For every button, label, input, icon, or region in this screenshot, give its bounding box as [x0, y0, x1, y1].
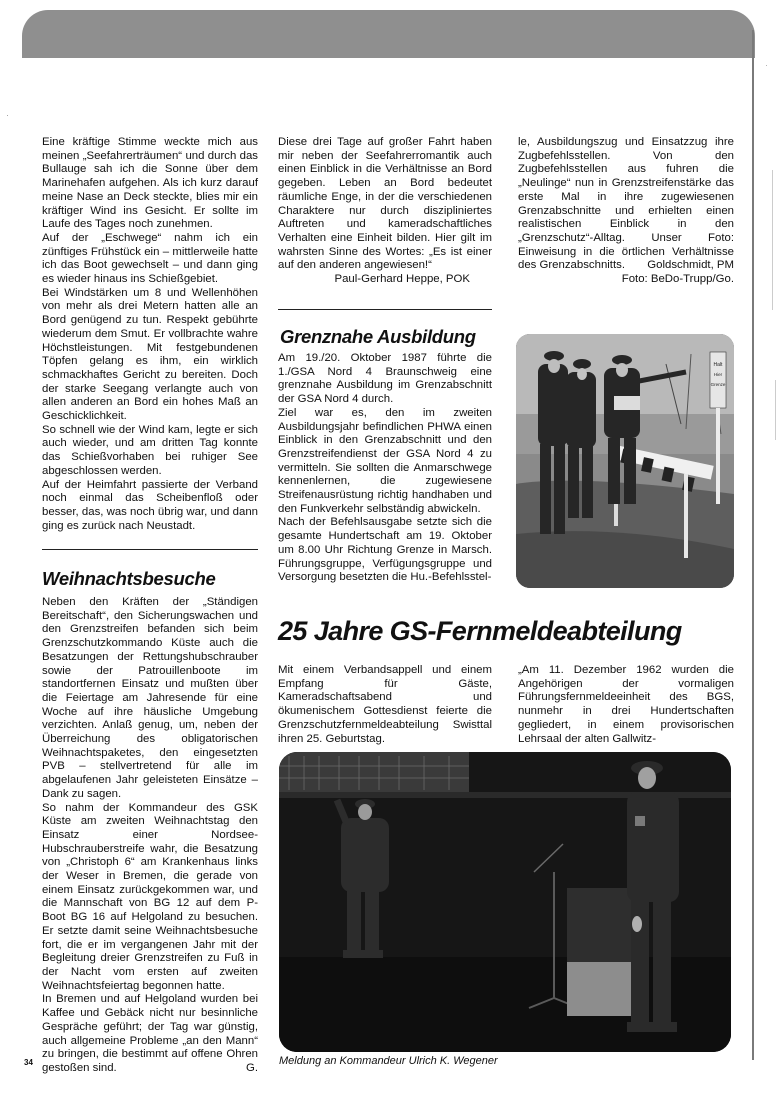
article-seefahrt-column1	[42, 136, 258, 533]
page-number: 34	[24, 1058, 33, 1067]
author-credit: Goldschmidt, PM	[647, 259, 734, 272]
paragraph: Auf der „Eschwege“ nahm ich ein zünftiges Frühstück ein – mittlerweile hatte ich das Boot gewechselt – und dann ging es wieder hinaus ins Schießgebiet.	[42, 231, 258, 286]
article-grenznahe-column3	[518, 136, 734, 287]
photo-credit: Foto: BeDo-Trupp/Go.	[621, 273, 734, 286]
signature: G.	[245, 1061, 258, 1074]
paragraph: Am 19./20. Oktober 1987 führte die 1./GSA Nord 4 Braunschweig eine grenznahe Ausbildung im Grenzabschnitt der GSA Nord 4 durch.	[278, 352, 492, 406]
author-line: Paul-Gerhard Heppe, POK	[334, 273, 470, 286]
paragraph: So nahm der Kommandeur des GSK Küste am zweiten Weihnachtstag den Einsatz einer Nordsee-Hubschrauberstreife wahr, die Besatzung von „Christoph 6“ am Krankenhaus links der Weser in Bremen, die gerade von einem Einsatz zurückgekommen war, und die Mannschaft von BG 12 auf dem P-Boot BG 16 auf Helgoland zu besuchen. Er setzte damit seine Weihnachtsbesuche fort, die er im vergangenen Jahr mit der Begleitung dreier Grenzstreifen zu Fuß in der Nacht vom ersten auf zweiten Weihnachtsfeiertag begonnen hatte.	[42, 801, 258, 992]
scan-edge-artifact	[772, 170, 773, 310]
paragraph: Mit einem Verbandsappell und einem Empfang für Gäste, Kameradschaftsabend und ökumenischem Gottesdienst feierte die Grenzschutzfernmeldeabteilung Swisttal ihren 25. Geburtstag.	[278, 664, 492, 745]
paragraph: Diese drei Tage auf großer Fahrt haben mir neben der Seefahrerromantik auch einen Einblick in die Verhältnisse an Bord gegeben. Leben an Bord bedeutet räumliche Enge, in der die verschiedenen Charaktere nur durch diszipliniertes Auftreten und kameradschaftliches Verhalten eine Einheit bilden. Hier gilt im wahrsten Sinne des Wortes: „Es ist einer auf den anderen angewiesen!“	[278, 136, 492, 272]
paragraph-text: In Bremen und auf Helgoland wurden bei Kaffee und Gebäck nicht nur besinnliche Gespräche geführt; der Tag war günstig, auch allgemeine Probleme „an den Mann“ zu bringen, die bestimmt auf offene Ohren gestoßen sind.	[42, 993, 258, 1074]
photo-border-patrol	[516, 334, 734, 588]
paragraph: le, Ausbildungszug und Einsatzzug ihre Zugbefehlsstellen. Von den Zugbefehlsstellen aus fuhren die „Neulinge“ nun in Grenzstreifenstärke das erste Mal in ihre zugewiesenen Grenzabschnitte und erhielten einen realistischen Einblick in den „Grenzschutz“-Alltag. Unser Foto: Einweisung in die örtlichen Verhältnisse des Grenzabschnitts.	[518, 136, 734, 272]
paragraph: Nach der Befehlsausgabe setzte sich die gesamte Hundertschaft am 19. Oktober um 8.00 Uhr Richtung Grenze in Marsch. Führungsgruppe, Verfügungsgruppe und Versorgung besetzten die Hu.-Befehlsstel-	[278, 516, 492, 584]
paragraph: Neben den Kräften der „Ständigen Bereitschaft“, den Sicherungswachen und den Grenzstreifen befanden sich beim Grenzschutzkommando Küste auch die Besatzungen der Rettungshubschrauber sowie der Patrouillenboote im standortfernen Einsatz und mußten über die Feiertage am Jahresende für eine Woche auf ihre häusliche Umgebung verzichten. Anlaß genug, um, neben der Überreichung des obligatorischen Weihnachtspaketes, den eingesetzten PVB – stellvertretend für alle im abgelaufenen Jahr geleisteten Einsätze – Dank zu sagen.	[42, 596, 258, 800]
sign-text: Grenze	[710, 382, 726, 387]
paragraph: Bei Windstärken um 8 und Wellenhöhen von mehr als drei Metern hatten alle an Bord genügend zu tun. Respekt gebührte wiederum dem Smut. Er vollbrachte wahre Höchstleistungen. Mit festgebundenen Töpfen gelang es ihm, ein wirklich schmackhaftes Gericht zu bereiten. Doch der starke Seegang verlangte auch von allen anderen an Bord ein hohes Maß an Geschicklichkeit.	[42, 286, 258, 423]
margin-mark-left: ·	[6, 110, 9, 120]
sign-text: Halt	[713, 362, 723, 368]
paragraph	[42, 993, 258, 1075]
scan-edge-artifact	[775, 380, 776, 440]
heading-25-jahre: 25 Jahre GS-Fernmeldeabteilung	[278, 616, 682, 646]
photo-ceremony	[279, 752, 731, 1052]
paragraph: „Am 11. Dezember 1962 wurden die Angehörigen der vormaligen Führungsfernmeldeeinheit des BGS, nunmehr in drei Hundertschaften gegliedert, in einem provisorischen Lehrsaal der alten Gallwitz-	[518, 664, 734, 745]
section-divider	[42, 549, 258, 550]
heading-grenznahe-ausbildung: Grenznahe Ausbildung	[280, 326, 476, 347]
article-fernmelde-right	[518, 664, 734, 746]
paragraph: Auf der Heimfahrt passierte der Verband noch einmal das Scheibenfloß oder besser, das, was noch übrig war, und dann ging es zurück nach Neustadt.	[42, 478, 258, 532]
sign-text: Hier	[713, 372, 723, 377]
photo-caption: Meldung an Kommandeur Ulrich K. Wegener	[279, 1055, 498, 1067]
paragraph: Eine kräftige Stimme weckte mich aus meinen „Seefahrerträumen“ und durch das Bullauge sah ich die Sonne über dem Marinehafen aufgehen. Als ich kurz darauf meine Nase an Deck steckte, blies mir ein kräftiger Wind ins Gesicht. Er sollte im Laufe des Tages noch zunehmen.	[42, 136, 258, 231]
section-divider	[278, 309, 492, 310]
margin-mark-right: ·	[765, 60, 768, 70]
page-frame-line	[752, 30, 754, 1060]
article-fernmelde-left	[278, 664, 492, 746]
header-band	[22, 10, 755, 58]
paragraph: So schnell wie der Wind kam, legte er sich auch wieder, und am dritten Tag konnte das Schießvorhaben bei ruhiger See abgeschlossen werden.	[42, 423, 258, 477]
heading-weihnachtsbesuche: Weihnachtsbesuche	[42, 568, 216, 589]
article-seefahrt-column2	[278, 136, 492, 287]
paragraph: Ziel war es, den im zweiten Ausbildungsjahr befindlichen PHWA einen Einblick in den Grenzabschnitt und den Grenzstreifendienst der GSA Nord 4 zu vermitteln. Sie sollten die Anmarschwege kennenlernen, die zugewiesene Streifenausrüstung richtig handhaben und den Funkverkehr selbständig abwickeln.	[278, 406, 492, 515]
article-weihnachtsbesuche	[42, 596, 258, 1076]
article-grenznahe-ausbildung	[278, 352, 492, 585]
